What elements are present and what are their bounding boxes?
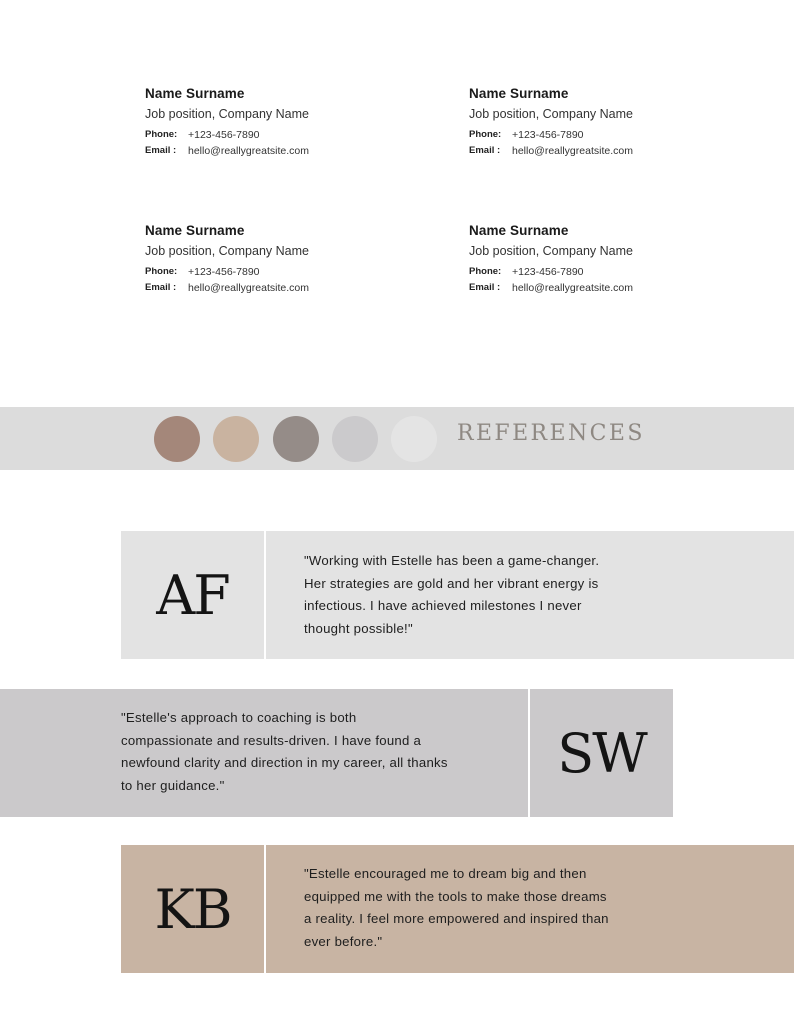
- color-swatch-3: [273, 416, 319, 462]
- email-value: hello@reallygreatsite.com: [188, 145, 309, 157]
- phone-value: +123-456-7890: [188, 129, 260, 141]
- contact-name: Name Surname: [145, 86, 245, 101]
- contact-role: Job position, Company Name: [145, 107, 309, 121]
- contact-card-3: [145, 223, 405, 294]
- email-value: hello@reallygreatsite.com: [188, 282, 309, 294]
- contact-card-1: [145, 86, 405, 157]
- references-title: REFERENCES: [457, 421, 645, 446]
- phone-label: Phone:: [469, 266, 502, 277]
- color-swatch-5: [391, 416, 437, 462]
- phone-label: Phone:: [145, 266, 178, 277]
- color-swatch-1: [154, 416, 200, 462]
- contact-card-2: [469, 86, 729, 157]
- contact-name: Name Surname: [469, 223, 569, 238]
- testimonial-quote: "Estelle encouraged me to dream big and then equipped me with the tools to make those dreams a reality. I feel more empowered and inspired than ever before.": [304, 866, 609, 949]
- email-value: hello@reallygreatsite.com: [512, 145, 633, 157]
- testimonial-quote: "Estelle's approach to coaching is both compassionate and results-driven. I have found a newfound clarity and direction in my career, all thanks to her guidance.": [121, 710, 448, 793]
- email-label: Email :: [469, 282, 501, 293]
- contact-role: Job position, Company Name: [469, 107, 633, 121]
- phone-value: +123-456-7890: [512, 266, 584, 278]
- color-swatch-4: [332, 416, 378, 462]
- contact-name: Name Surname: [469, 86, 569, 101]
- phone-value: +123-456-7890: [188, 266, 260, 278]
- phone-label: Phone:: [469, 129, 502, 140]
- initials-monogram: AF: [156, 563, 229, 627]
- phone-label: Phone:: [145, 129, 178, 140]
- testimonial-card-kb: [121, 845, 794, 973]
- contact-name: Name Surname: [145, 223, 245, 238]
- email-label: Email :: [145, 282, 177, 293]
- card-divider: [264, 531, 266, 659]
- card-divider: [264, 845, 266, 973]
- testimonial-quote: "Working with Estelle has been a game-changer. Her strategies are gold and her vibrant energy is infectious. I have achieved milestones I never thought possible!": [304, 553, 600, 636]
- initials-monogram: KB: [154, 877, 231, 941]
- contact-card-4: [469, 223, 729, 294]
- contact-role: Job position, Company Name: [145, 244, 309, 258]
- color-swatch-2: [213, 416, 259, 462]
- testimonial-card-sw: [0, 689, 673, 817]
- email-value: hello@reallygreatsite.com: [512, 282, 633, 294]
- email-label: Email :: [469, 145, 501, 156]
- initials-monogram: SW: [557, 721, 646, 785]
- testimonial-card-af: [121, 531, 794, 659]
- contact-role: Job position, Company Name: [469, 244, 633, 258]
- email-label: Email :: [145, 145, 177, 156]
- phone-value: +123-456-7890: [512, 129, 584, 141]
